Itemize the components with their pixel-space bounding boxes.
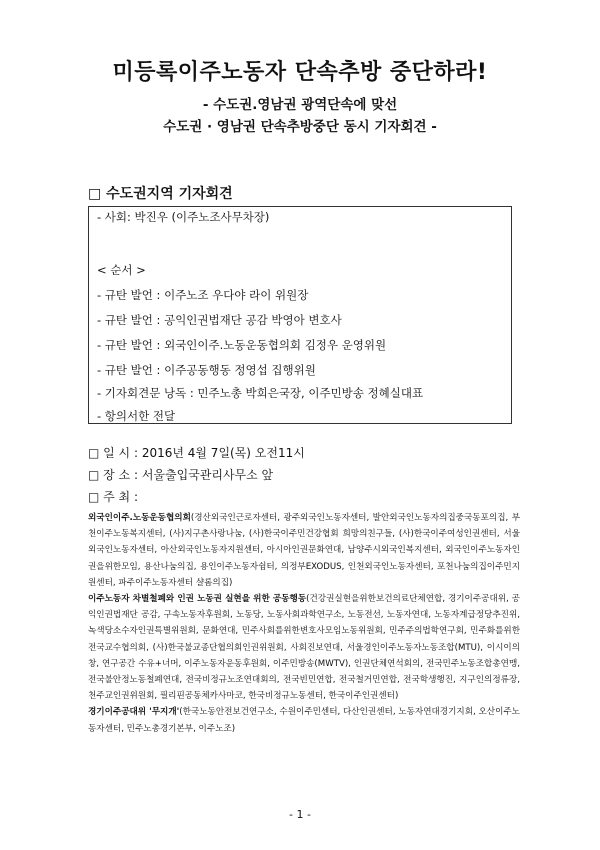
host-group-members: (한국노동안전보건연구소, 수원이주민센터, 다산인권센터, 노동자연대경기지회, 오산이주노동자센터, 민주노총경기본부, 이주노조) — [88, 707, 520, 734]
document-title: 미등록이주노동자 단속추방 중단하라! — [112, 60, 488, 85]
page-number: - 1 - — [289, 808, 311, 821]
host-group-members: (경산외국인근로자센터, 광주외국인노동자센터, 발안외국인노동자의집중국동포의집, 부천이주노동복지센터, (사)지구촌사랑나눔, (사)한국이주민건강협회 희망의친구들, (사)한국이주여성인권센터, 서울외국인노동자센터, 아산외국인노동자지원센터, 아시아인권문화연대, 남양주시외국인복지센터, 외국인이주노동자인권을위한모임, 용산나눔의집, 용인이주노동자쉼터, 의정부EXODUS, 인천외국인노동자센터, 포천나눔의집이주민지원센터, 파주이주노동자센터 샬롬의집) — [88, 513, 520, 588]
program-line-order-heading: < 순서 > — [97, 263, 146, 277]
host-group-name: 경기이주공대위 '무지개' — [88, 707, 180, 718]
section-title: □ 수도권지역 기자회견 — [88, 186, 233, 202]
host-group — [88, 704, 520, 736]
program-line-speech-4: - 규탄 발언 : 이주공동행동 정영섭 집행위원 — [97, 363, 316, 377]
document-subtitle-2: 수도권 · 영남권 단속추방중단 동시 기자회견 - — [163, 119, 437, 135]
host-organizations — [88, 510, 520, 737]
program-line-speech-2: - 규탄 발언 : 공익인권법재단 공감 박영아 변호사 — [97, 313, 342, 327]
host-group-members: (건강권실현을위한보건의료단체연합, 경기이주공대위, 공익인권법재단 공감, 구속노동자후원회, 노동당, 노동사회과학연구소, 노동전선, 노동자연대, 노동자계급정당추진위, 녹색당소수자인권특별위원회, 문화연대, 민주사회를위한변호사모임노동위원회, 민주주의법학연구회, 민주화를위한전국교수협의회, (사)한국불교종단협의회인권위원회, 사회진보연대, 서울경인이주노동자노동조합(MTU), 이시이의창, 연구공간 수유+너머, 이주노동자운동후원회, 이주민방송(MWTV), 인권단체연석회의, 전국민주노동조합총연맹, 전국불안정노동철폐연대, 전국비정규노조연대회의, 전국빈민연합, 전국철거민연합, 전국학생행진, 지구인의정류장, 천주교인권위원회, 필리핀공동체카사마코, 한국비정규노동센터, 한국이주인권센터) — [88, 594, 520, 702]
host-group-name: 이주노동자 차별철폐와 인권 노동권 실현을 위한 공동행동 — [88, 594, 307, 605]
program-box — [88, 206, 512, 424]
event-host-label: □ 주 최 : — [88, 490, 139, 504]
event-place: □ 장 소 : 서울출입국관리사무소 앞 — [88, 468, 274, 482]
host-group — [88, 591, 520, 704]
program-line-letter: - 항의서한 전달 — [97, 409, 176, 423]
host-group-name: 외국인이주.노동운동협의회 — [88, 513, 191, 523]
host-group — [88, 510, 520, 591]
document-subtitle-1: - 수도권.영남권 광역단속에 맞선 — [202, 97, 398, 113]
program-line-statement: - 기자회견문 낭독 : 민주노총 박희은국장, 이주민방송 정혜실대표 — [97, 386, 424, 400]
program-line-speech-3: - 규탄 발언 : 외국인이주.노동운동협의회 김정우 운영위원 — [97, 338, 387, 352]
event-date: □ 일 시 : 2016년 4월 7일(목) 오전11시 — [88, 446, 305, 460]
program-line-speech-1: - 규탄 발언 : 이주노조 우다야 라이 위원장 — [97, 288, 309, 302]
program-line-moderator: - 사회: 박진우 (이주노조사무차장) — [97, 210, 270, 224]
